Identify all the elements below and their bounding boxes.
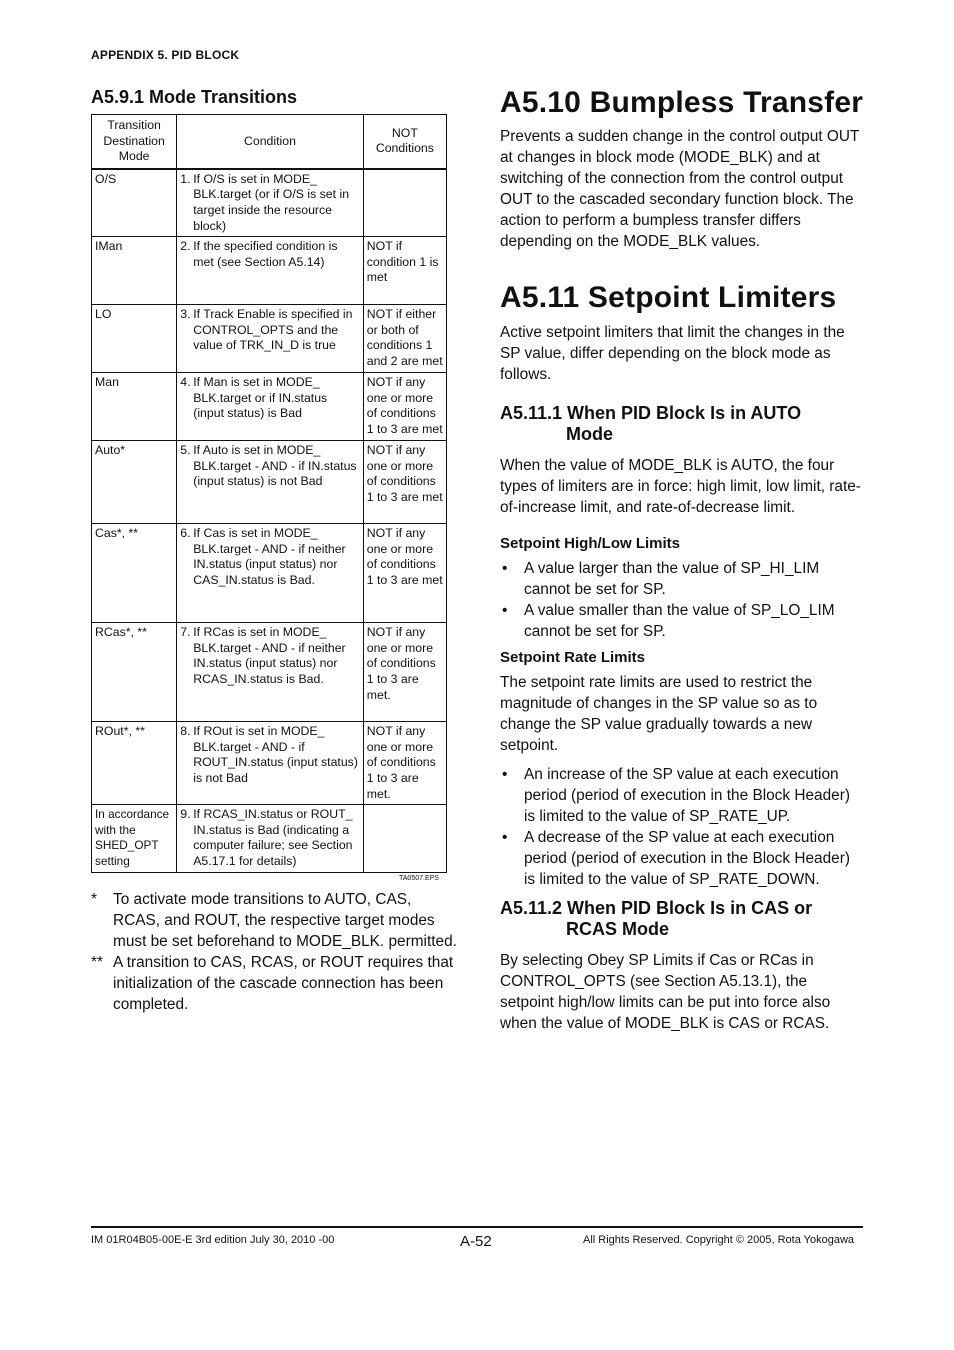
condition-number: 4. bbox=[180, 375, 191, 390]
list-item: • A value smaller than the value of SP_LO_LIM cannot be set for SP. bbox=[502, 602, 835, 640]
not-condition-cell: NOT if any one or more of conditions 1 to 3 are met. bbox=[363, 722, 446, 805]
mode-cell: ROut*, ** bbox=[92, 722, 177, 805]
table-row bbox=[92, 305, 447, 373]
condition-cell bbox=[177, 237, 364, 305]
condition-cell bbox=[177, 373, 364, 441]
not-condition-cell: NOT if any one or more of conditions 1 to 3 are met bbox=[363, 524, 446, 623]
condition-text: If Auto is set in MODE_ BLK.target - AND - if IN.status (input status) is not Bad bbox=[193, 443, 357, 489]
condition-text: If the specified condition is met (see Section A5.14) bbox=[193, 239, 338, 269]
footnote-text: A transition to CAS, RCAS, or ROUT requires that initialization of the cascade connection has been completed. bbox=[113, 954, 454, 1013]
running-header: APPENDIX 5. PID BLOCK bbox=[91, 48, 240, 62]
table-row bbox=[92, 805, 447, 872]
footnote bbox=[91, 952, 461, 1015]
condition-text: If O/S is set in MODE_ BLK.target (or if O/S is set in target inside the resource block) bbox=[193, 171, 350, 233]
footnote-text: To activate mode transitions to AUTO, CAS, RCAS, and ROUT, the respective target modes must be set beforehand to MODE_BLK. permitted. bbox=[113, 891, 457, 950]
table-row bbox=[92, 722, 447, 805]
condition-cell bbox=[177, 305, 364, 373]
heading-auto-mode bbox=[500, 403, 865, 445]
footer-copyright: All Rights Reserved. Copyright © 2005, Rota Yokogawa bbox=[583, 1234, 855, 1246]
list-item: • A value larger than the value of SP_HI_LIM cannot be set for SP. bbox=[502, 560, 820, 598]
condition-number: 6. bbox=[180, 526, 191, 541]
high-low-bullet-list bbox=[500, 558, 865, 642]
heading-cas-mode bbox=[500, 898, 865, 940]
not-condition-cell: NOT if any one or more of conditions 1 to 3 are met bbox=[363, 441, 446, 524]
paragraph-bumpless: Prevents a sudden change in the control output OUT at changes in block mode (MODE_BLK) and at switching of the connection from the control output OUT to the cascaded secondary function block. The action to perform a bumpless transfer differs depending on the MODE_BLK values. bbox=[500, 128, 860, 250]
list-item: • An increase of the SP value at each execution period (period of execution in the Block Header) is limited to the value of SP_RATE_UP. bbox=[502, 766, 850, 825]
condition-text: If Track Enable is specified in CONTROL_OPTS and the value of TRK_IN_D is true bbox=[193, 307, 353, 353]
table-header-row bbox=[92, 115, 447, 169]
not-condition-cell: NOT if any one or more of conditions 1 to 3 are met bbox=[363, 373, 446, 441]
paragraph-auto: When the value of MODE_BLK is AUTO, the four types of limiters are in force: high limit, low limit, rate-of-increase limit, and rate-of-decrease limit. bbox=[500, 457, 861, 516]
mode-cell: Cas*, ** bbox=[92, 524, 177, 623]
heading-cas-line2: RCAS Mode bbox=[566, 919, 669, 939]
mode-cell: LO bbox=[92, 305, 177, 373]
mode-cell: O/S bbox=[92, 169, 177, 237]
condition-text: If Cas is set in MODE_ BLK.target - AND - if neither IN.status (input status) nor CAS_IN.status is Bad. bbox=[193, 526, 346, 587]
footnote-mark: * bbox=[91, 891, 97, 908]
condition-cell bbox=[177, 722, 364, 805]
rate-bullet-list bbox=[500, 764, 865, 890]
table-row bbox=[92, 524, 447, 623]
condition-text: If RCas is set in MODE_ BLK.target - AND - if neither IN.status (input status) nor RCAS_IN.status is Bad. bbox=[193, 625, 346, 686]
header-condition: Condition bbox=[177, 115, 364, 169]
condition-cell bbox=[177, 441, 364, 524]
mode-cell: Man bbox=[92, 373, 177, 441]
figure-file-label: TA0507.EPS bbox=[399, 875, 439, 882]
section-heading-mode-transitions: A5.9.1 Mode Transitions bbox=[91, 87, 298, 107]
table-row bbox=[92, 623, 447, 722]
footnote-mark: ** bbox=[91, 954, 103, 971]
condition-text: If ROut is set in MODE_ BLK.target - AND - if ROUT_IN.status (input status) is not Bad bbox=[193, 724, 358, 785]
condition-cell bbox=[177, 805, 364, 872]
list-item: • A decrease of the SP value at each execution period (period of execution in the Block Header) is limited to the value of SP_RATE_DOWN. bbox=[502, 829, 850, 888]
paragraph-rate: The setpoint rate limits are used to restrict the magnitude of changes in the SP value so as to change the SP value gradually towards a new setpoint. bbox=[500, 674, 818, 754]
mode-cell: IMan bbox=[92, 237, 177, 305]
table-row bbox=[92, 237, 447, 305]
heading-setpoint-limiters: A5.11 Setpoint Limiters bbox=[500, 281, 837, 314]
heading-bumpless-transfer: A5.10 Bumpless Transfer bbox=[500, 86, 864, 119]
footnote bbox=[91, 889, 461, 952]
condition-number: 8. bbox=[180, 724, 191, 739]
page-number: A-52 bbox=[460, 1233, 492, 1250]
header-not-conditions: NOT Conditions bbox=[363, 115, 446, 169]
condition-cell bbox=[177, 524, 364, 623]
condition-number: 7. bbox=[180, 625, 191, 640]
heading-high-low-limits: Setpoint High/Low Limits bbox=[500, 535, 680, 552]
table-row bbox=[92, 169, 447, 237]
header-destination-mode: Transition Destination Mode bbox=[92, 115, 177, 169]
condition-number: 5. bbox=[180, 443, 191, 458]
footer-rule bbox=[91, 1226, 863, 1228]
condition-cell bbox=[177, 623, 364, 722]
mode-cell: RCas*, ** bbox=[92, 623, 177, 722]
table-row bbox=[92, 373, 447, 441]
condition-cell bbox=[177, 169, 364, 237]
not-condition-cell bbox=[363, 805, 446, 872]
condition-text: If Man is set in MODE_ BLK.target or if IN.status (input status) is Bad bbox=[193, 375, 328, 421]
paragraph-cas: By selecting Obey SP Limits if Cas or RCas in CONTROL_OPTS (see Section A5.13.1), the setpoint high/low limits can be put into force also when the value of MODE_BLK is CAS or RCAS. bbox=[500, 952, 831, 1032]
mode-cell: Auto* bbox=[92, 441, 177, 524]
not-condition-cell: NOT if condition 1 is met bbox=[363, 237, 446, 305]
condition-text: If RCAS_IN.status or ROUT_ IN.status is Bad (indicating a computer failure; see Section A5.17.1 for details) bbox=[193, 807, 353, 868]
footer-doc-id: IM 01R04B05-00E-E 3rd edition July 30, 2010 -00 bbox=[91, 1234, 335, 1246]
heading-auto-line1: A5.11.1 When PID Block Is in AUTO bbox=[500, 403, 802, 423]
heading-rate-limits: Setpoint Rate Limits bbox=[500, 649, 646, 666]
not-condition-cell: NOT if either or both of conditions 1 and 2 are met bbox=[363, 305, 446, 373]
paragraph-limiters: Active setpoint limiters that limit the changes in the SP value, differ depending on the block mode as follows. bbox=[500, 324, 845, 383]
condition-number: 1. bbox=[180, 171, 191, 186]
condition-number: 2. bbox=[180, 239, 191, 254]
mode-transitions-table bbox=[91, 114, 447, 873]
heading-cas-line1: A5.11.2 When PID Block Is in CAS or bbox=[500, 898, 813, 918]
not-condition-cell: NOT if any one or more of conditions 1 to 3 are met. bbox=[363, 623, 446, 722]
table-row bbox=[92, 441, 447, 524]
mode-cell: In accordance with the SHED_OPT setting bbox=[92, 805, 177, 872]
condition-number: 3. bbox=[180, 307, 191, 322]
condition-number: 9. bbox=[180, 807, 191, 822]
not-condition-cell bbox=[363, 169, 446, 237]
table-notes bbox=[91, 889, 461, 1015]
heading-auto-line2: Mode bbox=[566, 424, 613, 444]
